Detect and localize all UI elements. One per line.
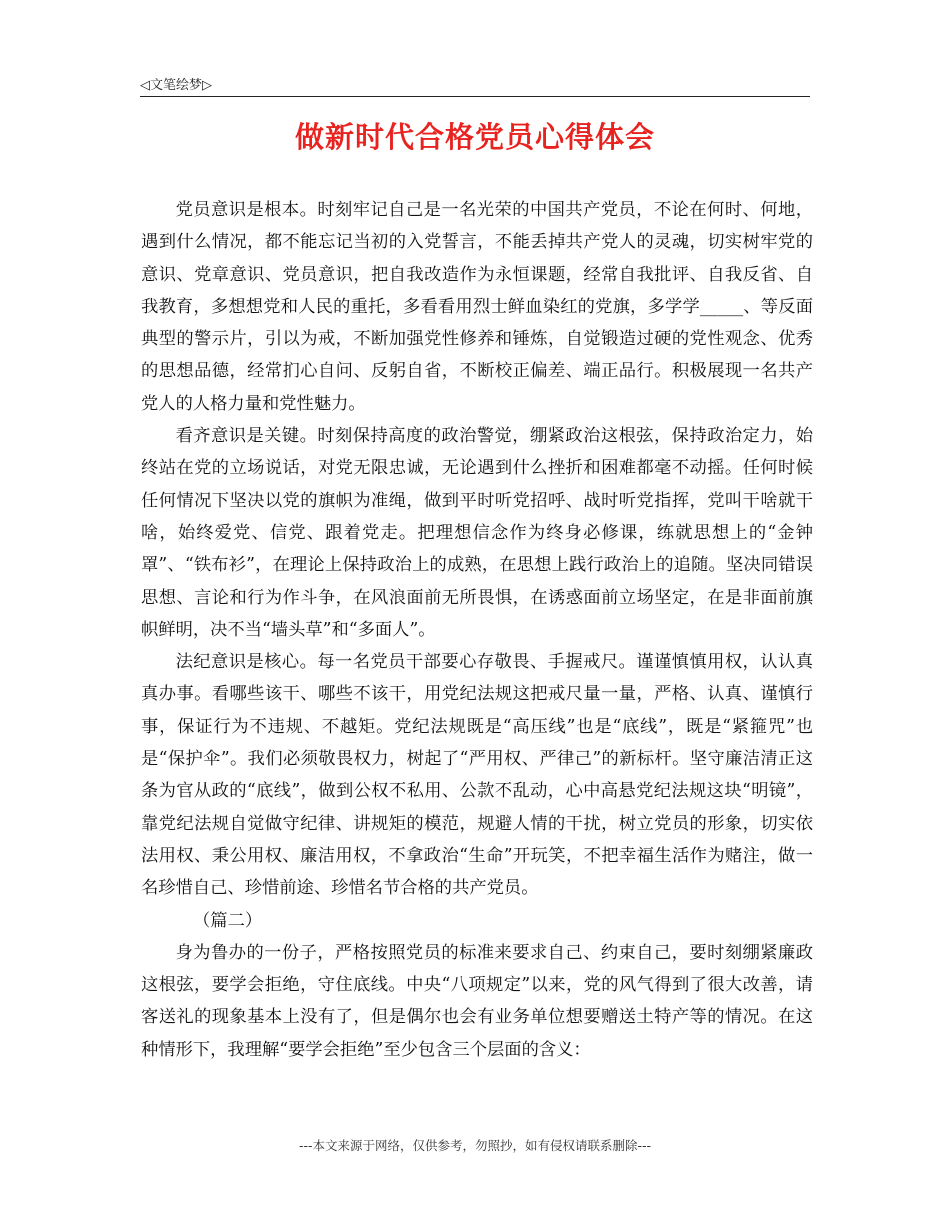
document-body — [141, 194, 813, 1066]
document-title: 做新时代合格党员心得体会 — [294, 120, 655, 154]
paragraph-discipline-awareness: 法纪意识是核心。每一名党员干部要心存敬畏、手握戒尺。谨谨慎慎用权，认认真真办事。看哪些该干、哪些不该干，用党纪法规这把戒尺量一量，严格、认真、谨慎行事，保证行为不违规、不越矩。党纪法规既是“高压线”也是“底线”，既是“紧箍咒”也是“保护伞”。我们必须敬畏权力，树起了“严用权、严律己”的新标杆。坚守廉洁清正这条为官从政的“底线”，做到公权不私用、公款不乱动，心中高悬党纪法规这块“明镜”，靠党纪法规自觉做守纪律、讲规矩的模范，规避人情的干扰，树立党员的形象，切实依法用权、秉公用权、廉洁用权，不拿政治“生命”开玩笑，不把幸福生活作为赌注，做一名珍惜自己、珍惜前途、珍惜名节合格的共产党员。 — [141, 652, 813, 899]
page-header — [140, 74, 810, 97]
page-footer-disclaimer: ---本文来源于网络，仅供参考，勿照抄，如有侵权请联系删除--- — [298, 1138, 652, 1153]
paragraph-alignment-awareness: 看齐意识是关键。时刻保持高度的政治警觉，绷紧政治这根弦，保持政治定力，始终站在党的立场说话，对党无限忠诚，无论遇到什么挫折和困难都毫不动摇。任何时候任何情况下坚决以党的旗帜为准绳，做到平时听党招呼、战时听党指挥，党叫干啥就干啥，始终爱党、信党、跟着党走。把理想信念作为终身必修课，练就思想上的“金钟罩”、“铁布衫”，在理论上保持政治上的成熟，在思想上践行政治上的追随。坚决同错误思想、言论和行为作斗争，在风浪面前无所畏惧，在诱惑面前立场坚定，在是非面前旗帜鲜明，决不当“墙头草”和“多面人”。 — [141, 426, 813, 640]
paragraph-party-awareness: 党员意识是根本。时刻牢记自己是一名光荣的中国共产党员，不论在何时、何地，遇到什么情况，都不能忘记当初的入党誓言，不能丢掉共产党人的灵魂，切实树牢党的意识、党章意识、党员意识，把自我改造作为永恒课题，经常自我批评、自我反省、自我教育，多想想党和人民的重托，多看看用烈士鲜血染红的党旗，多学学_____、等反面典型的警示片，引以为戒，不断加强党性修养和锤炼，自觉锻造过硬的党性观念、优秀的思想品德，经常扪心自问、反躬自省，不断校正偏差、端正品行。积极展现一名共产党人的人格力量和党性魅力。 — [141, 200, 813, 414]
header-brand: ◁文笔绘梦▷ — [140, 78, 212, 93]
section-label: （篇二） — [193, 910, 263, 931]
paragraph-part-two: 身为鲁办的一份子，严格按照党员的标准来要求自己、约束自己，要时刻绷紧廉政这根弦，要学会拒绝，守住底线。中央“八项规定”以来，党的风气得到了很大改善，请客送礼的现象基本上没有了，但是偶尔也会有业务单位想要赠送土特产等的情况。在这种情形下，我理解“要学会拒绝”至少包含三个层面的含义： — [141, 942, 813, 1060]
